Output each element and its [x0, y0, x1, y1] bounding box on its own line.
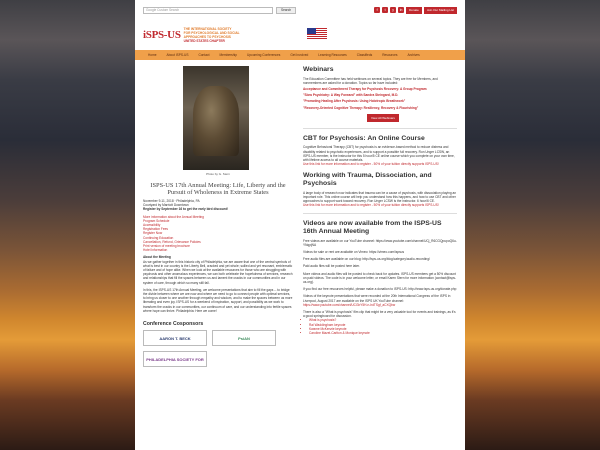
linkedin-icon[interactable]: in [399, 8, 403, 12]
nav-item-home[interactable]: Home [148, 53, 157, 57]
cbt-text: Cognitive Behavioral Therapy (CBT) for psychosis is an evidence-based method to reduce distress and disability related to psychotic experiences, and to support a possible full recovery. Ron Unger LCSW, an ISPS-US member, is the instructor for this 5 hour/5 CE online course which you complete on your own time, with lifetime access to all course materials. [303, 145, 455, 163]
trauma-heading: Working with Trauma, Dissociation, and Psychosis [303, 172, 432, 188]
nav-item-resources[interactable]: Resources [382, 53, 398, 57]
cbt-link[interactable]: Use this link for more information and to register - 50% of your tuition directly supports ISPS-US! [303, 162, 439, 167]
link-registration-fees[interactable]: Registration Fees [143, 227, 168, 232]
video-link-mazel-carlton[interactable]: • Caroline Mazel-Carlton & Monique keynote [309, 331, 457, 335]
meeting-links [143, 215, 293, 253]
nav-item-contact[interactable]: Contact [198, 53, 210, 57]
nav-item-membership[interactable]: Membership [219, 53, 238, 57]
sponsor-psian-logo[interactable]: PsiAN [212, 330, 276, 346]
org-name-line1: THE INTERNATIONAL SOCIETY [183, 27, 232, 31]
site-logo[interactable]: iSPS-US [143, 29, 181, 41]
nav-item-archives[interactable]: Archives [407, 53, 420, 57]
link-accessibility[interactable]: Accessibility [143, 223, 161, 228]
liberty-bell-photo [183, 66, 249, 170]
nav-item-classifieds[interactable]: Classifieds [356, 53, 373, 57]
trauma-link[interactable]: Use this link for more information and to register - 50% of your tuition directly supports ISPS-US! [303, 203, 439, 208]
org-name-line2: FOR PSYCHOLOGICAL AND SOCIAL [183, 31, 240, 35]
videos-more: More videos and audio files will be posted to check back for updates. ISPS-US members get a 50% discount on paid videos. The code is in your welcome letter, or email Karen Stern for more information (contact@isps-us.org). [303, 271, 457, 285]
search-input[interactable]: Google Custom Search [143, 7, 273, 14]
right-column [303, 66, 457, 367]
sponsor-philadelphia-logo[interactable]: PHILADELPHIA SOCIETY FOR [143, 351, 207, 367]
cbt-heading: CBT for Psychosis: An Online Course [303, 134, 425, 142]
videos-audio: Free audio files are available on our blog: http://isps-us.org/blog/category/audio-recording/ [303, 257, 430, 262]
webinar-link-act[interactable]: Acceptance and Commitment Therapy for Psychosis Recovery: A Group Program [303, 87, 427, 91]
nav-item-conferences[interactable]: Upcoming Conferences [247, 53, 281, 57]
meeting-venue: Courtyard by Marriott Downtown [143, 203, 189, 208]
divider [303, 213, 457, 214]
keynote-text: Videos of the keynote presentations that were recorded at the 20th International Congress of the ISPS in Liverpool, August 2017 are available on the ISPS UK YouTube channel: [303, 294, 451, 303]
sponsor-logos [143, 330, 293, 367]
us-flag-icon [307, 28, 327, 40]
divider [303, 128, 457, 129]
twitter-icon[interactable]: t [382, 7, 388, 13]
register-notice: Register by September 16 to get the early bird discount! [143, 207, 228, 212]
nav-item-get-involved[interactable]: Get Involved [290, 53, 309, 57]
meeting-title: ISPS-US 17th Annual Meeting: Life, Liberty and the Pursuit of Wholeness in Extreme States [150, 182, 286, 196]
org-name [184, 27, 294, 43]
meeting-date: November 9-11, 2018 · Philadelphia, PA [143, 199, 200, 203]
sponsor-beck-logo[interactable]: AARON T. BECK [143, 330, 207, 346]
webinar-link-slow-psychiatry[interactable]: "Slow Psychiatry: A Way Forward" with Sandra Steingard, M.D. [303, 93, 399, 98]
page-container [135, 0, 465, 450]
donate-button[interactable]: Donate [406, 7, 422, 14]
main-nav [135, 50, 465, 60]
webinars-text: The Education Committee has held webinars on several topics. They are free for Members, and nonmembers are asked for a donation. Topics so far have included: [303, 76, 438, 85]
left-column [143, 66, 293, 367]
video-link-mckenzie[interactable]: • Kwame McKenzie keynote [309, 327, 457, 331]
link-hotel[interactable]: Hotel Information [143, 248, 168, 253]
join-mailing-list-button[interactable]: Join Our Mailing List [424, 7, 457, 14]
link-policies[interactable]: Cancellation, Refund, Grievance Policies [143, 239, 201, 244]
videos-paid-audio: Paid audio files will be posted here later. [303, 264, 360, 269]
about-paragraph-2: In this, the ISPS-US 17th Annual Meeting, we welcome presentations that aim to fill the gaps -- to bridge the divide between where we are now and where we need to go to connect people with optimal services, to bring us closer to one another through empathy and wisdom, and to make the spaces between us more liberating and even joy. ISPS-US for a weekend of inspiration, support, and possibility as we work to transform the cracks in our communities, our continuum of care, and our understanding into fertile spaces where hope can thrive. Philadelphia: Here we come! [143, 287, 293, 313]
about-heading: About the Meeting [143, 255, 171, 260]
videos-youtube: Free videos are available on our YouTube channel: https://www.youtube.com/channel/UCj_R6CGQpupoQ6u-YNqpjNA [303, 238, 457, 247]
facebook-icon[interactable]: f [374, 7, 380, 13]
view-all-webinars-button[interactable]: View All Webinars [367, 114, 399, 122]
org-name-line4: UNITED STATES CHAPTER [183, 39, 225, 43]
site-header [135, 20, 465, 50]
about-paragraph-1: As we gather together in this historic city of Philadelphia, we are aware that one of the central symbols of what is best in our country is the Liberty Bell, cracked and yet whole; sullied and yet resonant, emblematic of failure and of hope alike. When we look at the available resources for those who are struggling with psychosis and other anomalous experiences, we can both celebrate the hopefulness of services, research and relationships that fill the spaces between us and lament the cracks in our communities and in our system of care, through which so many still fall. [143, 259, 293, 285]
trauma-text: A large body of research now indicates that trauma can be a cause of psychosis, with dissociation playing an important role. This online course will help you understand how this happens, and how to use CBT and other approaches to support work toward recovery. Ron Unger LCSW is the instructor. 6 hour/6 CE. [303, 190, 457, 204]
link-brochure[interactable]: Print version of meeting brochure [143, 244, 190, 249]
videos-vimeo: Videos for sale or rent are available on Vimeo: https://vimeo.com/ispsus [303, 250, 405, 255]
video-list [309, 318, 457, 335]
social-links [374, 7, 457, 14]
webinar-link-recovery[interactable]: "Recovery-Oriented Cognitive Therapy: Resiliency, Recovery & Flourishing" [303, 105, 419, 110]
top-bar [135, 0, 465, 20]
link-continuing-education[interactable]: Continuing Education [143, 235, 174, 240]
videos-heading: Videos are now available from the ISPS-US 16th Annual Meeting [303, 220, 442, 236]
search-button[interactable]: Search [276, 7, 296, 14]
webinars-heading: Webinars [303, 66, 334, 73]
webinar-link-holotropic[interactable]: "Promoting Healing After Psychosis: Using Holotropic Breathwork" [303, 99, 406, 104]
cosponsors-heading: Conference Cosponsors [143, 321, 204, 328]
link-register-now[interactable]: Register Now [143, 231, 163, 236]
youtube-icon[interactable]: y [390, 7, 396, 13]
nav-item-learning[interactable]: Learning Resources [318, 53, 347, 57]
org-name-line3: APPROACHES TO PSYCHOSIS [183, 35, 231, 39]
link-more-info[interactable]: More information about the Annual Meeting [143, 214, 204, 219]
photo-caption: Photo by G. Stern [206, 172, 230, 176]
videos-donate: If you find our free resources helpful, please make a donation to ISPS-US: http://www.isps-us.org/donate.php [303, 287, 457, 292]
keynote-link[interactable]: https://www.youtube.com/channel/UCGbY5H-n-hdTSgf_aCXQbw [303, 302, 396, 307]
nav-item-about[interactable]: About ISPS-US [166, 53, 189, 57]
link-program-schedule[interactable]: Program Schedule [143, 218, 170, 223]
video-link-what-is-psychosis[interactable]: • What is psychosis? [309, 318, 457, 322]
video-link-waddingham[interactable]: • Rai Waddingham keynote [309, 323, 457, 327]
film-text: There is also a "What is psychosis" film clip that might be a very valuable tool for events and trainings, as it's a good springboard for discussion. [303, 310, 456, 319]
